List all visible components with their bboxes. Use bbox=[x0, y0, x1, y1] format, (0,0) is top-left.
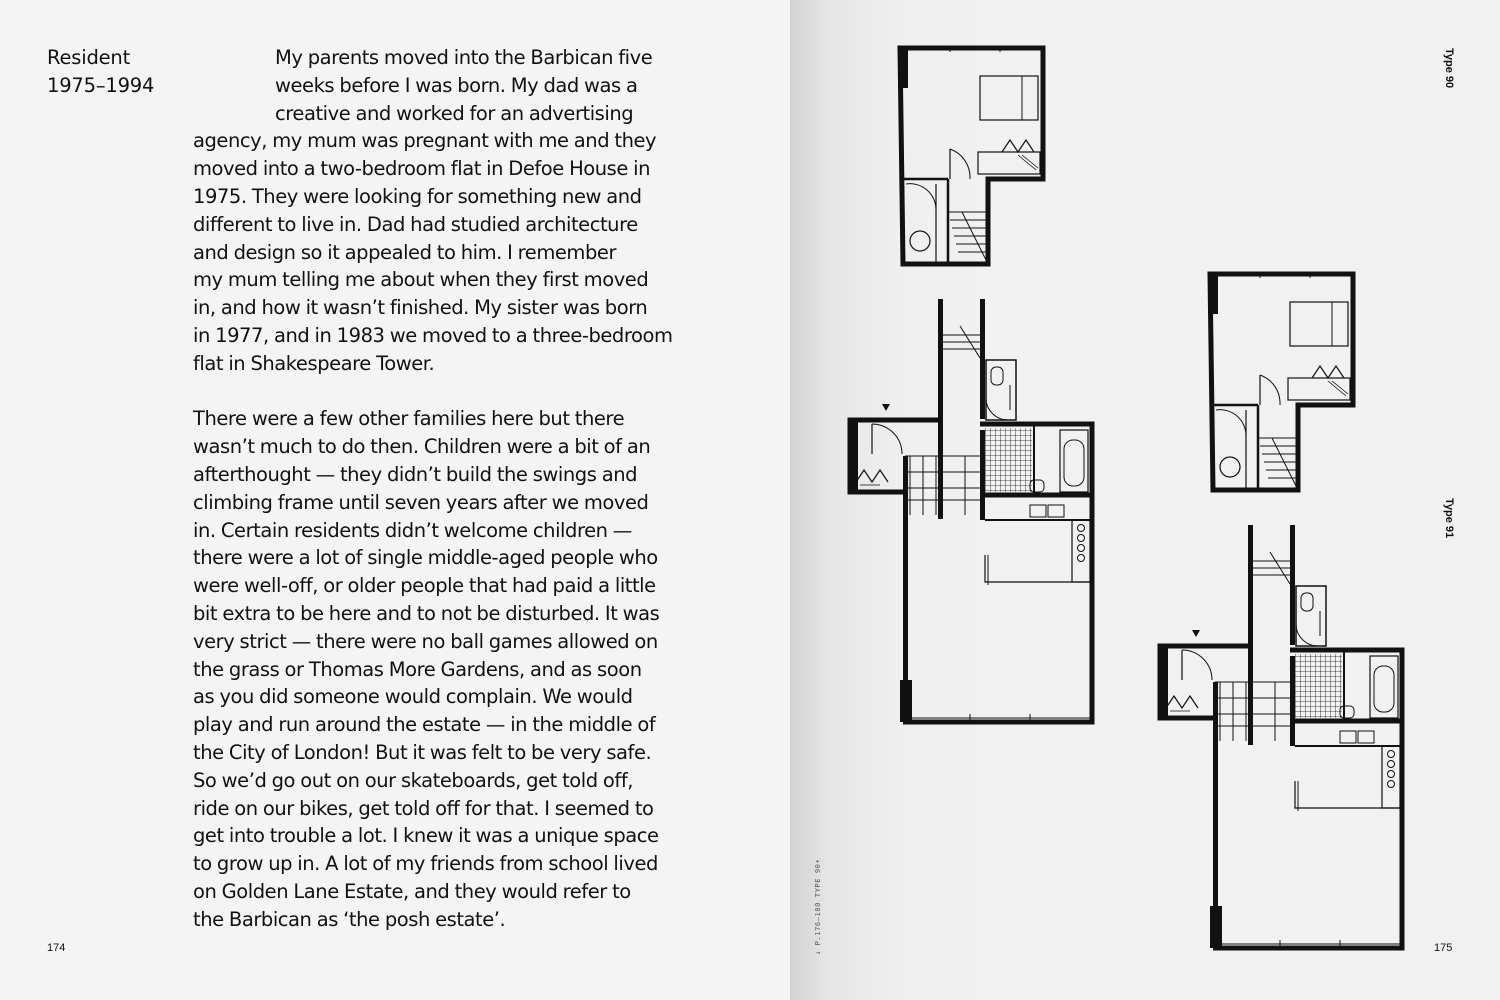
text-line: in, and how it wasn’t finished. My sister was born bbox=[193, 296, 648, 320]
author-years: 1975–1994 bbox=[47, 73, 155, 97]
text-line: and design so it appealed to him. I remember bbox=[193, 240, 617, 264]
type-90-label: Type 90 bbox=[1443, 48, 1455, 89]
type-91-label: Type 91 bbox=[1443, 498, 1455, 539]
text-line: the City of London! But it was felt to be very safe. bbox=[193, 740, 652, 764]
text-line: wasn’t much to do then. Children were a bit of an bbox=[193, 435, 651, 459]
text-line: the grass or Thomas More Gardens, and as soon bbox=[193, 657, 642, 681]
text-line: very strict — there were no ball games allowed on bbox=[193, 629, 658, 653]
paragraph-gap bbox=[193, 378, 693, 406]
text-line: different to live in. Dad had studied architecture bbox=[193, 212, 638, 236]
text-line: were well-off, or older people that had paid a little bbox=[193, 574, 656, 598]
text-line: as you did someone would complain. We would bbox=[193, 685, 633, 709]
interview-text bbox=[193, 44, 693, 934]
text-line: creative and worked for an advertising bbox=[275, 101, 634, 125]
text-line: bit extra to be here and to not be disturbed. It was bbox=[193, 601, 660, 625]
text-line: agency, my mum was pregnant with me and they bbox=[193, 129, 657, 153]
author-credit bbox=[47, 44, 154, 100]
floor-plans-illustration bbox=[790, 0, 1500, 1000]
text-line: ride on our bikes, get told off for that. I seemed to bbox=[193, 796, 654, 820]
text-line: get into trouble a lot. I knew it was a unique space bbox=[193, 824, 659, 848]
text-line: weeks before I was born. My dad was a bbox=[275, 73, 638, 97]
text-line: There were a few other families here but there bbox=[193, 407, 625, 431]
text-line: My parents moved into the Barbican five bbox=[275, 46, 653, 69]
text-line: flat in Shakespeare Tower. bbox=[193, 351, 435, 375]
text-line: on Golden Lane Estate, and they would refer to bbox=[193, 879, 631, 903]
type-90-plan bbox=[850, 46, 1092, 722]
text-line: afterthought — they didn’t build the swings and bbox=[193, 462, 638, 486]
text-line: the Barbican as ‘the posh estate’. bbox=[193, 907, 506, 931]
cross-reference-link[interactable]: ↓ P.176–180 TYPE 90• bbox=[814, 858, 822, 955]
text-line: to grow up in. A lot of my friends from school lived bbox=[193, 852, 658, 876]
page-number-left: 174 bbox=[47, 942, 66, 954]
cross-reference-wrapper bbox=[814, 858, 824, 1000]
text-line: moved into a two-bedroom flat in Defoe House in bbox=[193, 157, 651, 181]
text-line: 1975. They were looking for something new and bbox=[193, 184, 642, 208]
text-line: my mum telling me about when they first moved bbox=[193, 268, 649, 292]
text-line: in 1977, and in 1983 we moved to a three-bedroom bbox=[193, 323, 673, 347]
page-number-right: 175 bbox=[1434, 942, 1453, 954]
text-line: play and run around the estate — in the middle of bbox=[193, 713, 656, 737]
text-line: climbing frame until seven years after we moved bbox=[193, 490, 649, 514]
text-line: there were a lot of single middle-aged people who bbox=[193, 546, 658, 570]
type-91-plan bbox=[1160, 272, 1402, 948]
author-role: Resident bbox=[47, 46, 131, 69]
text-line: in. Certain residents didn’t welcome children — bbox=[193, 518, 632, 542]
right-page bbox=[790, 0, 1500, 1000]
text-line: So we’d go out on our skateboards, get told off, bbox=[193, 768, 633, 792]
